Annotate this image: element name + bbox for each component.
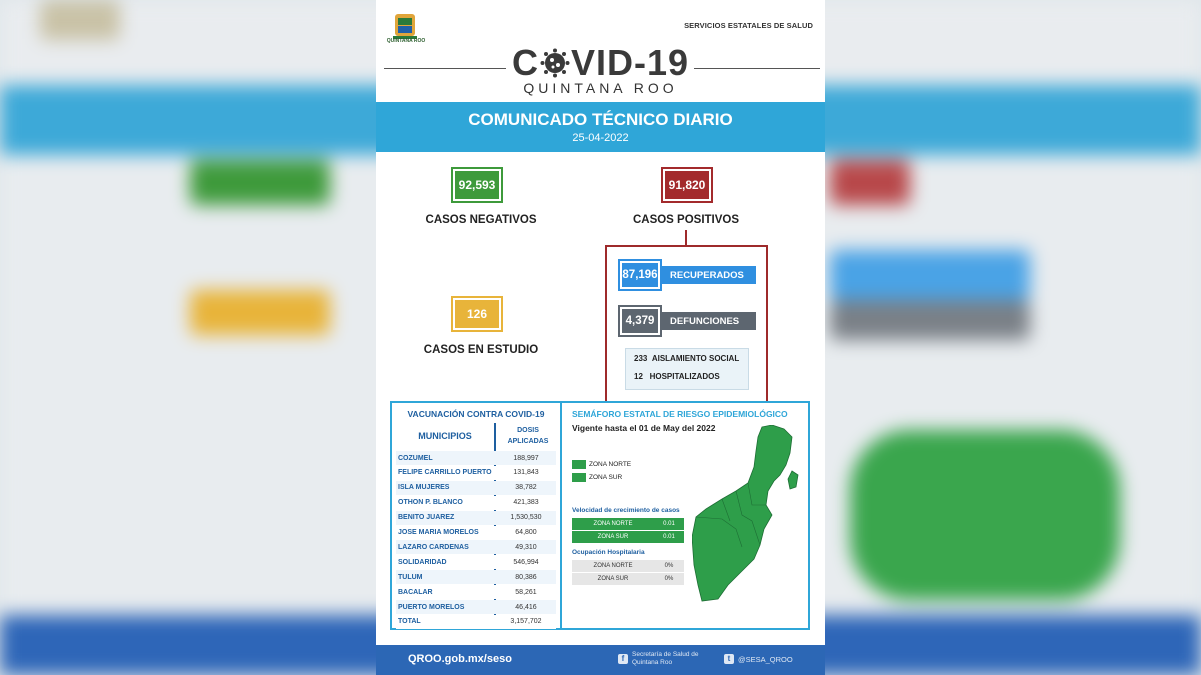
- dosis-value: 421,383: [513, 499, 539, 507]
- velocidad-table: [572, 518, 684, 543]
- ocupacion-table: [572, 560, 684, 585]
- legend-norte: ZONA NORTE: [572, 460, 631, 469]
- dosis-value: 46,416: [515, 603, 537, 611]
- hospitalized-label: HOSPITALIZADOS: [649, 371, 720, 381]
- municipio-name: ISLA MUJERES: [398, 484, 450, 492]
- dosis-value: 58,261: [515, 588, 537, 596]
- vaccination-row: [396, 511, 556, 525]
- virus-icon: [540, 48, 570, 78]
- twitter-link[interactable]: t @SESA_QROO: [724, 654, 793, 664]
- dosis-value: 131,843: [513, 469, 539, 477]
- vaccination-row: [396, 481, 556, 495]
- isolation-row: [626, 349, 748, 367]
- ocupacion-row: ZONA NORTE 0%: [572, 560, 684, 573]
- covid-poster: [376, 0, 825, 675]
- vaccination-row: [396, 496, 556, 510]
- deaths-box: [618, 305, 662, 337]
- velocidad-row: ZONA NORTE 0.01: [572, 518, 684, 531]
- positive-cases-box: [661, 167, 713, 203]
- vaccination-row: [396, 570, 556, 584]
- isolation-hospital-box: [625, 348, 749, 390]
- vaccination-title: VACUNACIÓN CONTRA COVID-19: [407, 409, 545, 419]
- dosis-value: 1,530,530: [510, 514, 542, 522]
- footer: [376, 645, 825, 675]
- study-cases-box: [451, 296, 503, 332]
- dosis-value: 80,386: [515, 573, 537, 581]
- dosis-value: 64,800: [515, 529, 537, 536]
- semaforo-valid-until: Vigente hasta el 01 de May del 2022: [572, 423, 716, 433]
- legend-sur: ZONA SUR: [572, 473, 622, 482]
- recovered-row: [618, 259, 756, 291]
- hospitalized-row: [626, 367, 748, 385]
- ocupacion-title: Ocupación Hospitalaria: [572, 549, 645, 556]
- velocidad-title: Velocidad de crecimiento de casos: [572, 507, 680, 514]
- legend-swatch: [572, 473, 586, 482]
- bottom-panel: [390, 401, 810, 630]
- isolation-value: 233: [634, 353, 648, 363]
- vaccination-row: [396, 585, 556, 599]
- negative-cases-label: CASOS NEGATIVOS: [425, 214, 537, 226]
- agency-name: SERVICIOS ESTATALES DE SALUD: [684, 21, 813, 30]
- col-dosis: DOSIS APLICADAS: [507, 427, 549, 445]
- negative-cases-box: [451, 167, 503, 203]
- col-municipios: MUNICIPIOS: [418, 431, 472, 441]
- twitter-icon: t: [724, 654, 734, 664]
- isolation-label: AISLAMIENTO SOCIAL: [651, 353, 740, 363]
- recovered-box: [618, 259, 662, 291]
- dosis-value: 546,994: [513, 558, 539, 566]
- ocupacion-row: ZONA SUR 0%: [572, 573, 684, 585]
- vaccination-row: [396, 555, 556, 569]
- facebook-icon: f: [618, 654, 628, 664]
- connector-line: [685, 230, 687, 246]
- municipio-name: JOSE MARIA MORELOS: [398, 529, 479, 536]
- municipio-name: BENITO JUAREZ: [398, 514, 455, 522]
- vaccination-table: [392, 403, 560, 628]
- page-subtitle: QUINTANA ROO: [523, 80, 678, 96]
- facebook-link[interactable]: f Secretaría de Salud de Quintana Roo: [618, 651, 699, 667]
- logo-caption: QUINTANA ROO: [386, 38, 426, 44]
- footer-url[interactable]: QROO.gob.mx/seso: [408, 653, 512, 665]
- municipio-name: PUERTO MORELOS: [398, 603, 465, 611]
- map-cozumel: [788, 471, 798, 489]
- deaths-value: 4,379: [622, 309, 658, 333]
- municipio-name: SOLIDARIDAD: [398, 558, 447, 566]
- quintana-roo-map: [692, 425, 807, 603]
- study-cases-value: 126: [455, 300, 499, 328]
- recovered-value: 87,196: [622, 263, 658, 287]
- positive-cases-label: CASOS POSITIVOS: [632, 214, 740, 226]
- positive-cases-value: 91,820: [665, 171, 709, 199]
- dosis-value: 49,310: [515, 543, 537, 551]
- recovered-label: RECUPERADOS: [662, 266, 756, 284]
- vaccination-row: [396, 451, 556, 465]
- vaccination-row: [396, 540, 556, 554]
- vaccination-row: [396, 526, 556, 540]
- dosis-value: 38,782: [515, 484, 537, 492]
- vaccination-row: [396, 600, 556, 614]
- deaths-row: [618, 305, 756, 337]
- vaccination-total-row: [396, 615, 556, 629]
- bulletin-date: 25-04-2022: [572, 132, 629, 144]
- municipio-name: TOTAL: [398, 618, 421, 626]
- bulletin-banner: [376, 102, 825, 152]
- risk-traffic-light: [560, 403, 810, 628]
- municipio-name: LAZARO CARDENAS: [398, 543, 469, 551]
- map-zones: [692, 425, 792, 601]
- dosis-value: 188,997: [513, 454, 539, 462]
- vaccination-row: [396, 466, 556, 480]
- municipio-name: FELIPE CARRILLO PUERTO: [398, 469, 492, 477]
- study-cases-label: CASOS EN ESTUDIO: [423, 344, 539, 356]
- semaforo-title: SEMÁFORO ESTATAL DE RIESGO EPIDEMIOLÓGICO: [572, 409, 788, 419]
- bulletin-title: COMUNICADO TÉCNICO DIARIO: [468, 110, 733, 129]
- municipio-name: OTHON P. BLANCO: [398, 499, 463, 507]
- municipio-name: BACALAR: [398, 588, 433, 596]
- deaths-label: DEFUNCIONES: [662, 312, 756, 330]
- page-title: C VID-19: [511, 42, 690, 83]
- negative-cases-value: 92,593: [455, 171, 499, 199]
- velocidad-row: ZONA SUR 0.01: [572, 531, 684, 543]
- municipio-name: COZUMEL: [398, 454, 433, 462]
- legend-swatch: [572, 460, 586, 469]
- dosis-value: 3,157,702: [510, 618, 542, 626]
- municipio-name: TULUM: [398, 573, 423, 581]
- hospitalized-value: 12: [634, 371, 643, 381]
